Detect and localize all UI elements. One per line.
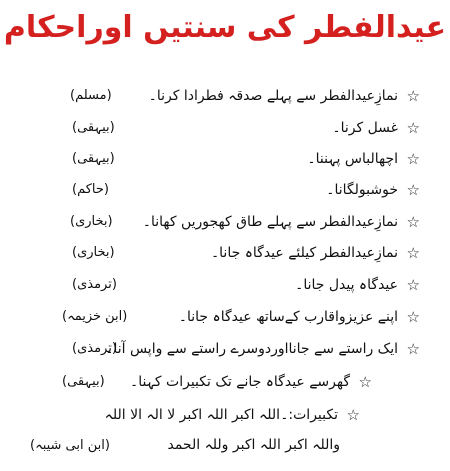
item-text: نمازِعیدالفطر کیلئے عیدگاہ جانا۔ [210, 245, 398, 261]
item-reference: (بیہقی) [72, 120, 115, 135]
item-text: گھرسے عیدگاہ جانے تک تکبیرات کہنا۔ [130, 374, 350, 390]
item-reference: (بخاری) [70, 214, 113, 229]
item-reference: (بخاری) [72, 245, 115, 260]
item-text: ایک راستے سے جانااوردوسرے راستے سے واپس آنا۔ [105, 341, 398, 357]
item-text: خوشبولگانا۔ [326, 182, 398, 198]
item-text: نمازِعیدالفطر سے پہلے طاق کھجوریں کھانا۔ [142, 214, 398, 230]
list-item [0, 116, 450, 143]
star-icon: ☆ [406, 276, 420, 294]
list-item [0, 273, 450, 300]
star-icon: ☆ [358, 373, 372, 391]
item-text: غسل کرنا۔ [332, 120, 398, 136]
takbir-line-2: واللہ اکبر اللہ اکبر وللہ الحمد [167, 437, 340, 453]
list-item [0, 305, 450, 332]
star-icon: ☆ [406, 244, 420, 262]
star-icon: ☆ [406, 181, 420, 199]
star-icon: ☆ [406, 87, 420, 105]
item-text: اچھالباس پہننا۔ [307, 151, 398, 167]
star-icon: ☆ [406, 213, 420, 231]
list-item [0, 337, 450, 364]
item-reference: (مسلم) [70, 88, 112, 103]
page-title: عیدالفطر کی سنتیں اوراحکام [3, 10, 447, 45]
star-icon: ☆ [406, 340, 420, 358]
list-item [0, 178, 450, 205]
item-reference: (ترمذی) [72, 341, 117, 356]
star-icon: ☆ [406, 150, 420, 168]
star-icon: ☆ [346, 406, 360, 424]
takbir-line-1: اللہ اکبر اللہ اکبر لا الہ الا اللہ [104, 407, 280, 423]
list-item [0, 210, 450, 237]
star-icon: ☆ [406, 119, 420, 137]
takbir-reference: (ابن ابی شیبہ) [30, 438, 110, 453]
item-text: نمازِعیدالفطر سے پہلے صدقہ فطرادا کرنا۔ [148, 88, 398, 104]
list-item [0, 241, 450, 268]
item-reference: (حاکم) [72, 182, 109, 197]
list-item [0, 403, 450, 430]
item-reference: (ترمذی) [72, 277, 117, 292]
item-reference: (ابن خزیمہ) [62, 309, 128, 324]
list-item [0, 370, 450, 397]
item-reference: (بیہقی) [62, 374, 105, 389]
item-text: اپنے عزیزواقارب کےساتھ عیدگاہ جانا۔ [178, 309, 398, 325]
list-item [0, 84, 450, 111]
takbirat-label: تکبیرات:۔ [280, 407, 338, 423]
item-text: عیدگاہ پیدل جانا۔ [295, 277, 398, 293]
item-reference: (بیہقی) [72, 151, 115, 166]
list-item [0, 147, 450, 174]
star-icon: ☆ [406, 308, 420, 326]
